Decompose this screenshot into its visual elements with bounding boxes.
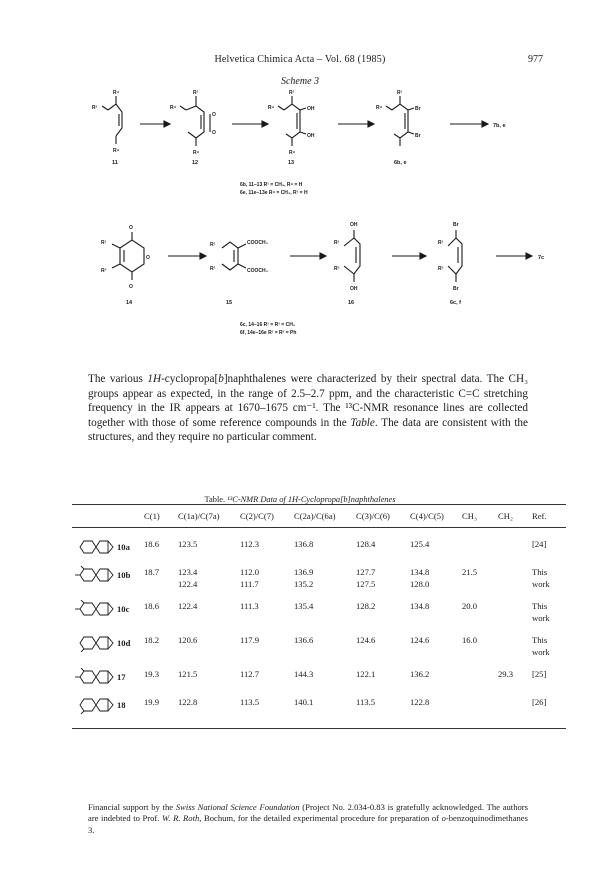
cell-c2a	[292, 686, 354, 729]
table-row	[72, 528, 566, 557]
product-number: 7b, e	[493, 123, 506, 129]
cell-c4	[408, 658, 460, 686]
scheme-title: Scheme 3	[280, 76, 320, 87]
cell-ref	[530, 624, 566, 658]
compound-15-structure	[222, 242, 246, 270]
compound-id: 10a	[117, 542, 130, 552]
column-header	[72, 505, 142, 528]
subst-label: R⁴	[289, 150, 296, 156]
group-label: Br	[415, 106, 421, 112]
cell-c2	[238, 528, 292, 557]
cell-value: 136.6	[294, 635, 314, 645]
compound-cell	[72, 590, 142, 624]
table-row	[72, 590, 566, 624]
cell-c3	[354, 528, 408, 557]
subst-label: R²	[438, 266, 444, 272]
compound-13-structure	[278, 96, 306, 146]
compound-16-structure	[344, 230, 360, 282]
column-header: C(2)/C(7)	[238, 505, 292, 528]
paragraph-italic: Table	[350, 416, 375, 429]
compound-cell	[72, 556, 142, 590]
paragraph-text: . The data are consistent with the structures, and they require no particular comment.	[88, 416, 528, 444]
cell-value: [24]	[532, 539, 547, 549]
compound-number: 16	[348, 300, 355, 306]
group-label: O	[146, 255, 150, 261]
column-header: C(4)/C(5)	[408, 505, 460, 528]
scheme-legend-line: 6e, 11e–13e R⁴ = CH₃, R¹ = H	[240, 190, 308, 196]
group-label: Br	[453, 286, 459, 292]
compound-number: 15	[226, 300, 233, 306]
cell-value: [26]	[532, 697, 547, 707]
column-header: CH₂	[496, 505, 530, 528]
cell-value: 136.2	[410, 669, 430, 679]
compound-6cf-structure	[448, 230, 462, 282]
subst-label: R¹	[101, 240, 107, 246]
cell-value: 136.8	[294, 539, 314, 549]
group-label: OH	[307, 133, 315, 139]
cell-value: 122.8	[410, 697, 430, 707]
scheme-legend-line: 6f, 14e–16e R¹ = R² = Ph	[240, 330, 297, 336]
footnote-text: Financial support by the	[88, 802, 176, 812]
table-row	[72, 624, 566, 658]
cell-value: 112.7	[240, 669, 260, 679]
scheme-legend-line: 6b, 11–13 R¹ = CH₃, R⁴ = H	[240, 182, 303, 188]
cell-c1	[142, 624, 176, 658]
cell-c4	[408, 528, 460, 557]
nmr-data-table	[72, 504, 566, 729]
cell-value: work	[532, 579, 550, 589]
compound-6be-structure	[386, 96, 414, 146]
cell-value: This	[532, 601, 548, 611]
acknowledgement-footnote	[88, 802, 528, 836]
cell-value: 128.0	[410, 579, 430, 589]
cell-value: 21.5	[462, 567, 478, 577]
cell-c3	[354, 658, 408, 686]
footnote-italic: Swiss National Science Foundation	[175, 802, 300, 812]
scheme-legend-line: 6c, 14–16 R¹ = R² = CH₃	[240, 322, 296, 328]
product-number: 7c	[538, 255, 545, 261]
cell-c1a	[176, 658, 238, 686]
column-header: C(3)/C(6)	[354, 505, 408, 528]
cell-value: 135.2	[294, 579, 314, 589]
subst-label: R¹	[193, 90, 199, 96]
cell-ch2	[496, 686, 530, 729]
footnote-italic: o	[441, 813, 446, 824]
cell-ch2	[496, 528, 530, 557]
cyclopropanaphthalene-structure-icon	[74, 538, 114, 556]
cell-value: 135.4	[294, 601, 314, 611]
cell-value: 29.3	[498, 669, 514, 679]
cell-value: 134.8	[410, 567, 430, 577]
paragraph-italic: 1H	[147, 373, 162, 385]
compound-14-structure	[112, 232, 144, 280]
table-row	[72, 556, 566, 590]
cell-value: work	[532, 613, 550, 623]
cyclopropanaphthalene-structure-icon	[74, 566, 114, 584]
reaction-scheme	[0, 88, 600, 360]
cell-ch2	[496, 556, 530, 590]
table-caption-title: ¹³C-NMR Data of 1H-Cyclopropa[b]naphthalenes	[227, 495, 396, 504]
cell-ref	[530, 590, 566, 624]
cell-c1	[142, 658, 176, 686]
cell-ch2	[496, 590, 530, 624]
cell-value: 128.2	[356, 601, 376, 611]
compound-number: 11	[112, 160, 118, 166]
cell-value: 122.4	[178, 579, 198, 589]
subst-label: R⁴	[113, 148, 120, 154]
cell-ch3	[460, 624, 496, 658]
cell-value: 127.7	[356, 567, 376, 577]
paragraph-text: ]naphthalenes were characterized by their spectral data. The CH₃ groups appear as expected, in the range of 2.5–2.7 ppm, and the characteristic C=C stretching frequency in the IR appears at 1670–1675 cm⁻¹. The ¹³C-NMR resonance lines are collected together with those of some reference compounds in the	[88, 373, 529, 429]
cell-value: 123.5	[178, 539, 198, 549]
cell-ref	[530, 556, 566, 590]
cell-value: 19.3	[144, 669, 160, 679]
group-label: O	[129, 225, 133, 231]
cell-value: 120.6	[178, 635, 198, 645]
cell-c4	[408, 556, 460, 590]
cell-c4	[408, 686, 460, 729]
cell-value: This	[532, 635, 548, 645]
compound-cell	[72, 624, 142, 658]
cell-c1a	[176, 624, 238, 658]
compound-number: 13	[288, 160, 295, 166]
subst-label: R¹	[210, 242, 216, 248]
cell-c2	[238, 686, 292, 729]
cell-ch3	[460, 658, 496, 686]
cell-value: [25]	[532, 669, 547, 679]
cell-c2a	[292, 528, 354, 557]
table-header-row	[72, 505, 566, 528]
cell-value: 113.5	[356, 697, 376, 707]
subst-label: R⁴	[170, 105, 177, 111]
cell-value: 111.3	[240, 601, 259, 611]
subst-label: R⁴	[376, 105, 383, 111]
cell-value: 117.9	[240, 635, 260, 645]
cell-value: 113.5	[240, 697, 260, 707]
cell-c1a	[176, 528, 238, 557]
cell-value: 19.9	[144, 697, 160, 707]
cell-value: 125.4	[410, 539, 430, 549]
column-header: C(1a)/C(7a)	[176, 505, 238, 528]
subst-label: R⁴	[113, 90, 120, 96]
cell-c1a	[176, 590, 238, 624]
column-header: CH₃	[460, 505, 496, 528]
cell-c1	[142, 528, 176, 557]
subst-label: R²	[210, 266, 216, 272]
cell-value: work	[532, 647, 550, 657]
subst-label: R¹	[334, 240, 340, 246]
cell-value: 144.3	[294, 669, 314, 679]
table-caption-prefix: Table.	[204, 495, 228, 504]
cell-c2a	[292, 624, 354, 658]
cell-value: 121.5	[178, 669, 198, 679]
subst-label: R⁴	[268, 105, 275, 111]
group-label: Br	[415, 133, 421, 139]
cell-ch3	[460, 528, 496, 557]
cell-ref	[530, 686, 566, 729]
compound-number: 12	[192, 160, 199, 166]
column-header: C(1)	[142, 505, 176, 528]
cell-ch3	[460, 686, 496, 729]
cell-value: 18.6	[144, 539, 160, 549]
cyclopropanaphthalene-structure-icon	[74, 634, 114, 652]
cell-value: 128.4	[356, 539, 376, 549]
group-label: OH	[350, 286, 358, 292]
footnote-text: , Bochum, for the detailed experimental procedure for preparation of	[199, 813, 442, 824]
footnote-text: (Project No. 2.034-0.83 is gratefully acknowledged. The authors are indebted to Prof.	[88, 802, 528, 824]
group-label: OH	[307, 106, 315, 112]
table-caption	[0, 495, 600, 504]
compound-cell	[72, 658, 142, 686]
compound-id: 18	[117, 700, 126, 710]
cell-ch3	[460, 590, 496, 624]
cell-value: 122.4	[178, 601, 198, 611]
cell-c2	[238, 658, 292, 686]
group-label: COOCH₃	[247, 240, 268, 246]
cell-value: This	[532, 567, 548, 577]
cell-ch2	[496, 658, 530, 686]
subst-label: R¹	[397, 90, 403, 96]
compound-cell	[72, 686, 142, 729]
subst-label: R¹	[438, 240, 444, 246]
footnote-italic: W. R. Roth	[161, 813, 200, 824]
compound-number: 14	[126, 300, 133, 306]
compound-11-structure	[102, 96, 122, 144]
subst-label: R²	[334, 266, 340, 272]
cell-ref	[530, 528, 566, 557]
table-body	[72, 528, 566, 729]
cell-value: 18.6	[144, 601, 160, 611]
cell-c2	[238, 556, 292, 590]
footnote-text: -benzoquinodimethanes 3.	[88, 813, 528, 835]
compound-12-structure	[180, 96, 210, 146]
cell-value: 20.0	[462, 601, 478, 611]
cell-value: 111.7	[240, 579, 259, 589]
cell-ch3	[460, 556, 496, 590]
cell-c4	[408, 590, 460, 624]
cell-c1a	[176, 686, 238, 729]
cell-ref	[530, 658, 566, 686]
body-paragraph	[88, 372, 528, 445]
group-label: O	[212, 130, 216, 136]
cell-c1	[142, 590, 176, 624]
cell-c2a	[292, 556, 354, 590]
cell-value: 112.3	[240, 539, 260, 549]
table-row	[72, 658, 566, 686]
cell-c1a	[176, 556, 238, 590]
column-header: C(2a)/C(6a)	[292, 505, 354, 528]
compound-cell	[72, 528, 142, 557]
paragraph-italic: b	[218, 373, 224, 385]
cell-c2a	[292, 658, 354, 686]
cyclopropanaphthalene-structure-icon	[74, 696, 114, 714]
cell-value: 127.5	[356, 579, 376, 589]
cell-value: 18.7	[144, 567, 160, 577]
cell-value: 122.8	[178, 697, 198, 707]
cell-value: 124.6	[356, 635, 376, 645]
cell-value: 123.4	[178, 567, 198, 577]
group-label: OH	[350, 222, 358, 228]
cell-c1	[142, 686, 176, 729]
subst-label: R²	[101, 268, 107, 274]
compound-id: 10d	[117, 638, 131, 648]
compound-number: 6c, f	[450, 300, 462, 306]
group-label: O	[212, 112, 216, 118]
page-number: 977	[528, 54, 543, 65]
compound-id: 17	[117, 672, 126, 682]
subst-label: R¹	[92, 105, 98, 111]
cell-value: 136.9	[294, 567, 314, 577]
group-label: COOCH₃	[247, 268, 268, 274]
cell-c2a	[292, 590, 354, 624]
running-head: Helvetica Chimica Acta – Vol. 68 (1985)	[214, 54, 386, 65]
compound-id: 10b	[117, 570, 131, 580]
cell-ch2	[496, 624, 530, 658]
group-label: O	[129, 284, 133, 290]
group-label: Br	[453, 222, 459, 228]
cell-c2	[238, 590, 292, 624]
subst-label: R⁴	[193, 150, 200, 156]
column-header: Ref.	[530, 505, 566, 528]
cell-c3	[354, 686, 408, 729]
cyclopropanaphthalene-structure-icon	[74, 600, 114, 618]
cell-c3	[354, 590, 408, 624]
cell-c4	[408, 624, 460, 658]
compound-id: 10c	[117, 604, 130, 614]
cell-value: 112.0	[240, 567, 260, 577]
paragraph-text: -cyclopropa[	[161, 373, 219, 385]
compound-number: 6b, e	[394, 160, 407, 166]
cell-c2	[238, 624, 292, 658]
cell-value: 18.2	[144, 635, 160, 645]
cell-c1	[142, 556, 176, 590]
cell-c3	[354, 556, 408, 590]
cell-value: 140.1	[294, 697, 314, 707]
cell-c3	[354, 624, 408, 658]
paragraph-text: The various	[88, 373, 148, 385]
cyclopropanaphthalene-structure-icon	[74, 668, 114, 686]
cell-value: 134.8	[410, 601, 430, 611]
subst-label: R¹	[289, 90, 295, 96]
cell-value: 122.1	[356, 669, 376, 679]
cell-value: 124.6	[410, 635, 430, 645]
table-row	[72, 686, 566, 729]
cell-value: 16.0	[462, 635, 478, 645]
